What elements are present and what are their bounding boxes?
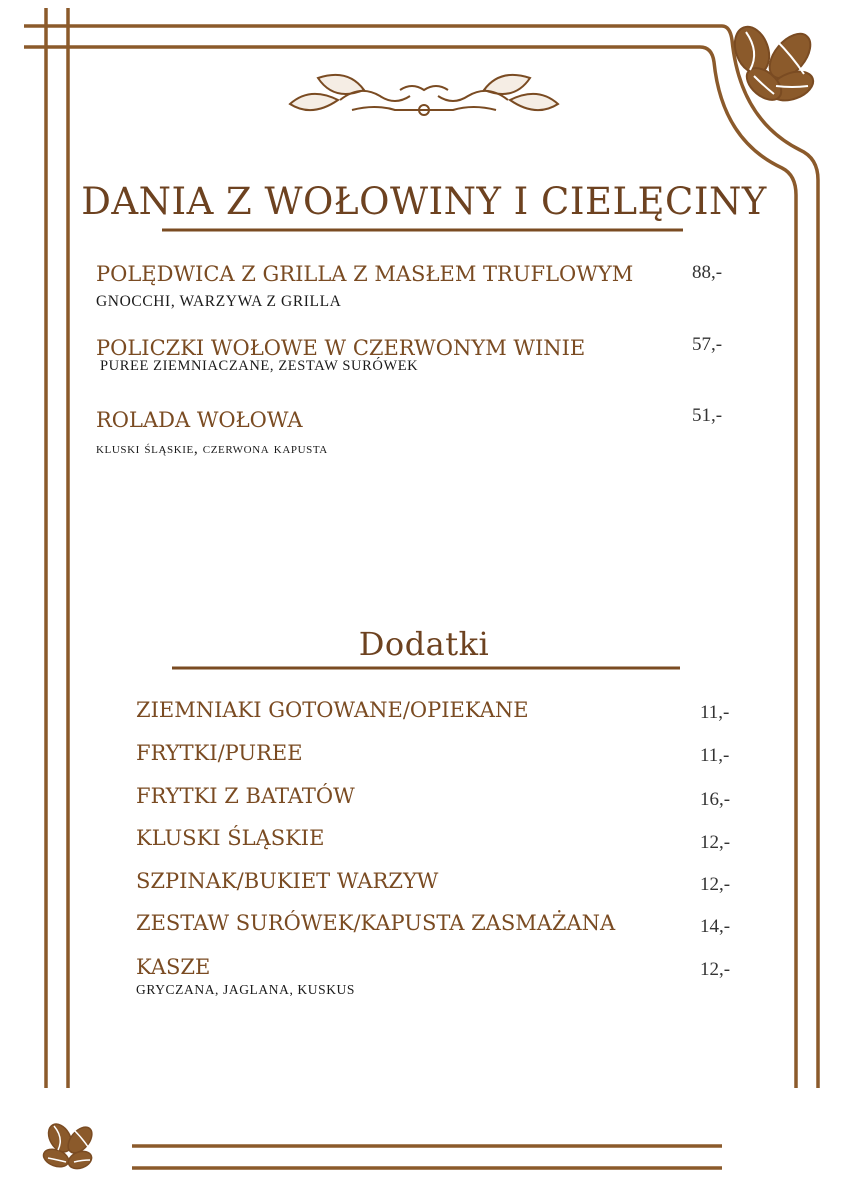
menu-item-price: 16,-: [700, 789, 731, 810]
menu-item-name: ZIEMNIAKI GOTOWANE/OPIEKANE: [136, 698, 529, 722]
coffee-beans-top-right: [729, 22, 818, 106]
section-title-sides: Dodatki: [358, 625, 490, 663]
menu-item-name: FRYTKI/PUREE: [136, 741, 303, 765]
menu-item-price: 12,-: [700, 874, 731, 895]
menu-item-name: SZPINAK/BUKIET WARZYW: [136, 869, 439, 893]
menu-item-name: KLUSKI ŚLĄSKIE: [136, 826, 325, 850]
menu-item-price: 11,-: [700, 702, 730, 723]
menu-item-price: 12,-: [700, 959, 731, 980]
menu-item-price: 51,-: [692, 405, 723, 426]
coffee-beans-bottom-left: [41, 1120, 96, 1172]
menu-item-desc: GRYCZANA, JAGLANA, KUSKUS: [136, 982, 356, 997]
menu-item-price: 57,-: [692, 334, 723, 355]
menu-item-name: ZESTAW SURÓWEK/KAPUSTA ZASMAŻANA: [136, 911, 616, 935]
menu-item-desc: kluski śląskie, czerwona kapusta: [96, 440, 328, 457]
menu-item-price: 88,-: [692, 262, 723, 283]
menu-item-name: KASZE: [136, 955, 211, 979]
ornament-top: [290, 75, 558, 115]
menu-item-price: 12,-: [700, 832, 731, 853]
menu-item-name: ROLADA WOŁOWA: [96, 408, 303, 432]
menu-item-desc: GNOCCHI, WARZYWA Z GRILLA: [96, 293, 342, 310]
menu-item-name: POLICZKI WOŁOWE W CZERWONYM WINIE: [96, 336, 586, 360]
menu-item-name: FRYTKI Z BATATÓW: [136, 784, 355, 808]
menu-item-price: 14,-: [700, 916, 731, 937]
menu-item-desc: PUREE ZIEMNIACZANE, ZESTAW SURÓWEK: [100, 358, 419, 374]
section-title-beef: DANIA Z WOŁOWINY I CIELĘCINY: [81, 180, 767, 223]
menu-item-name: POLĘDWICA Z GRILLA Z MASŁEM TRUFLOWYM: [96, 262, 634, 286]
menu-item-price: 11,-: [700, 745, 730, 766]
